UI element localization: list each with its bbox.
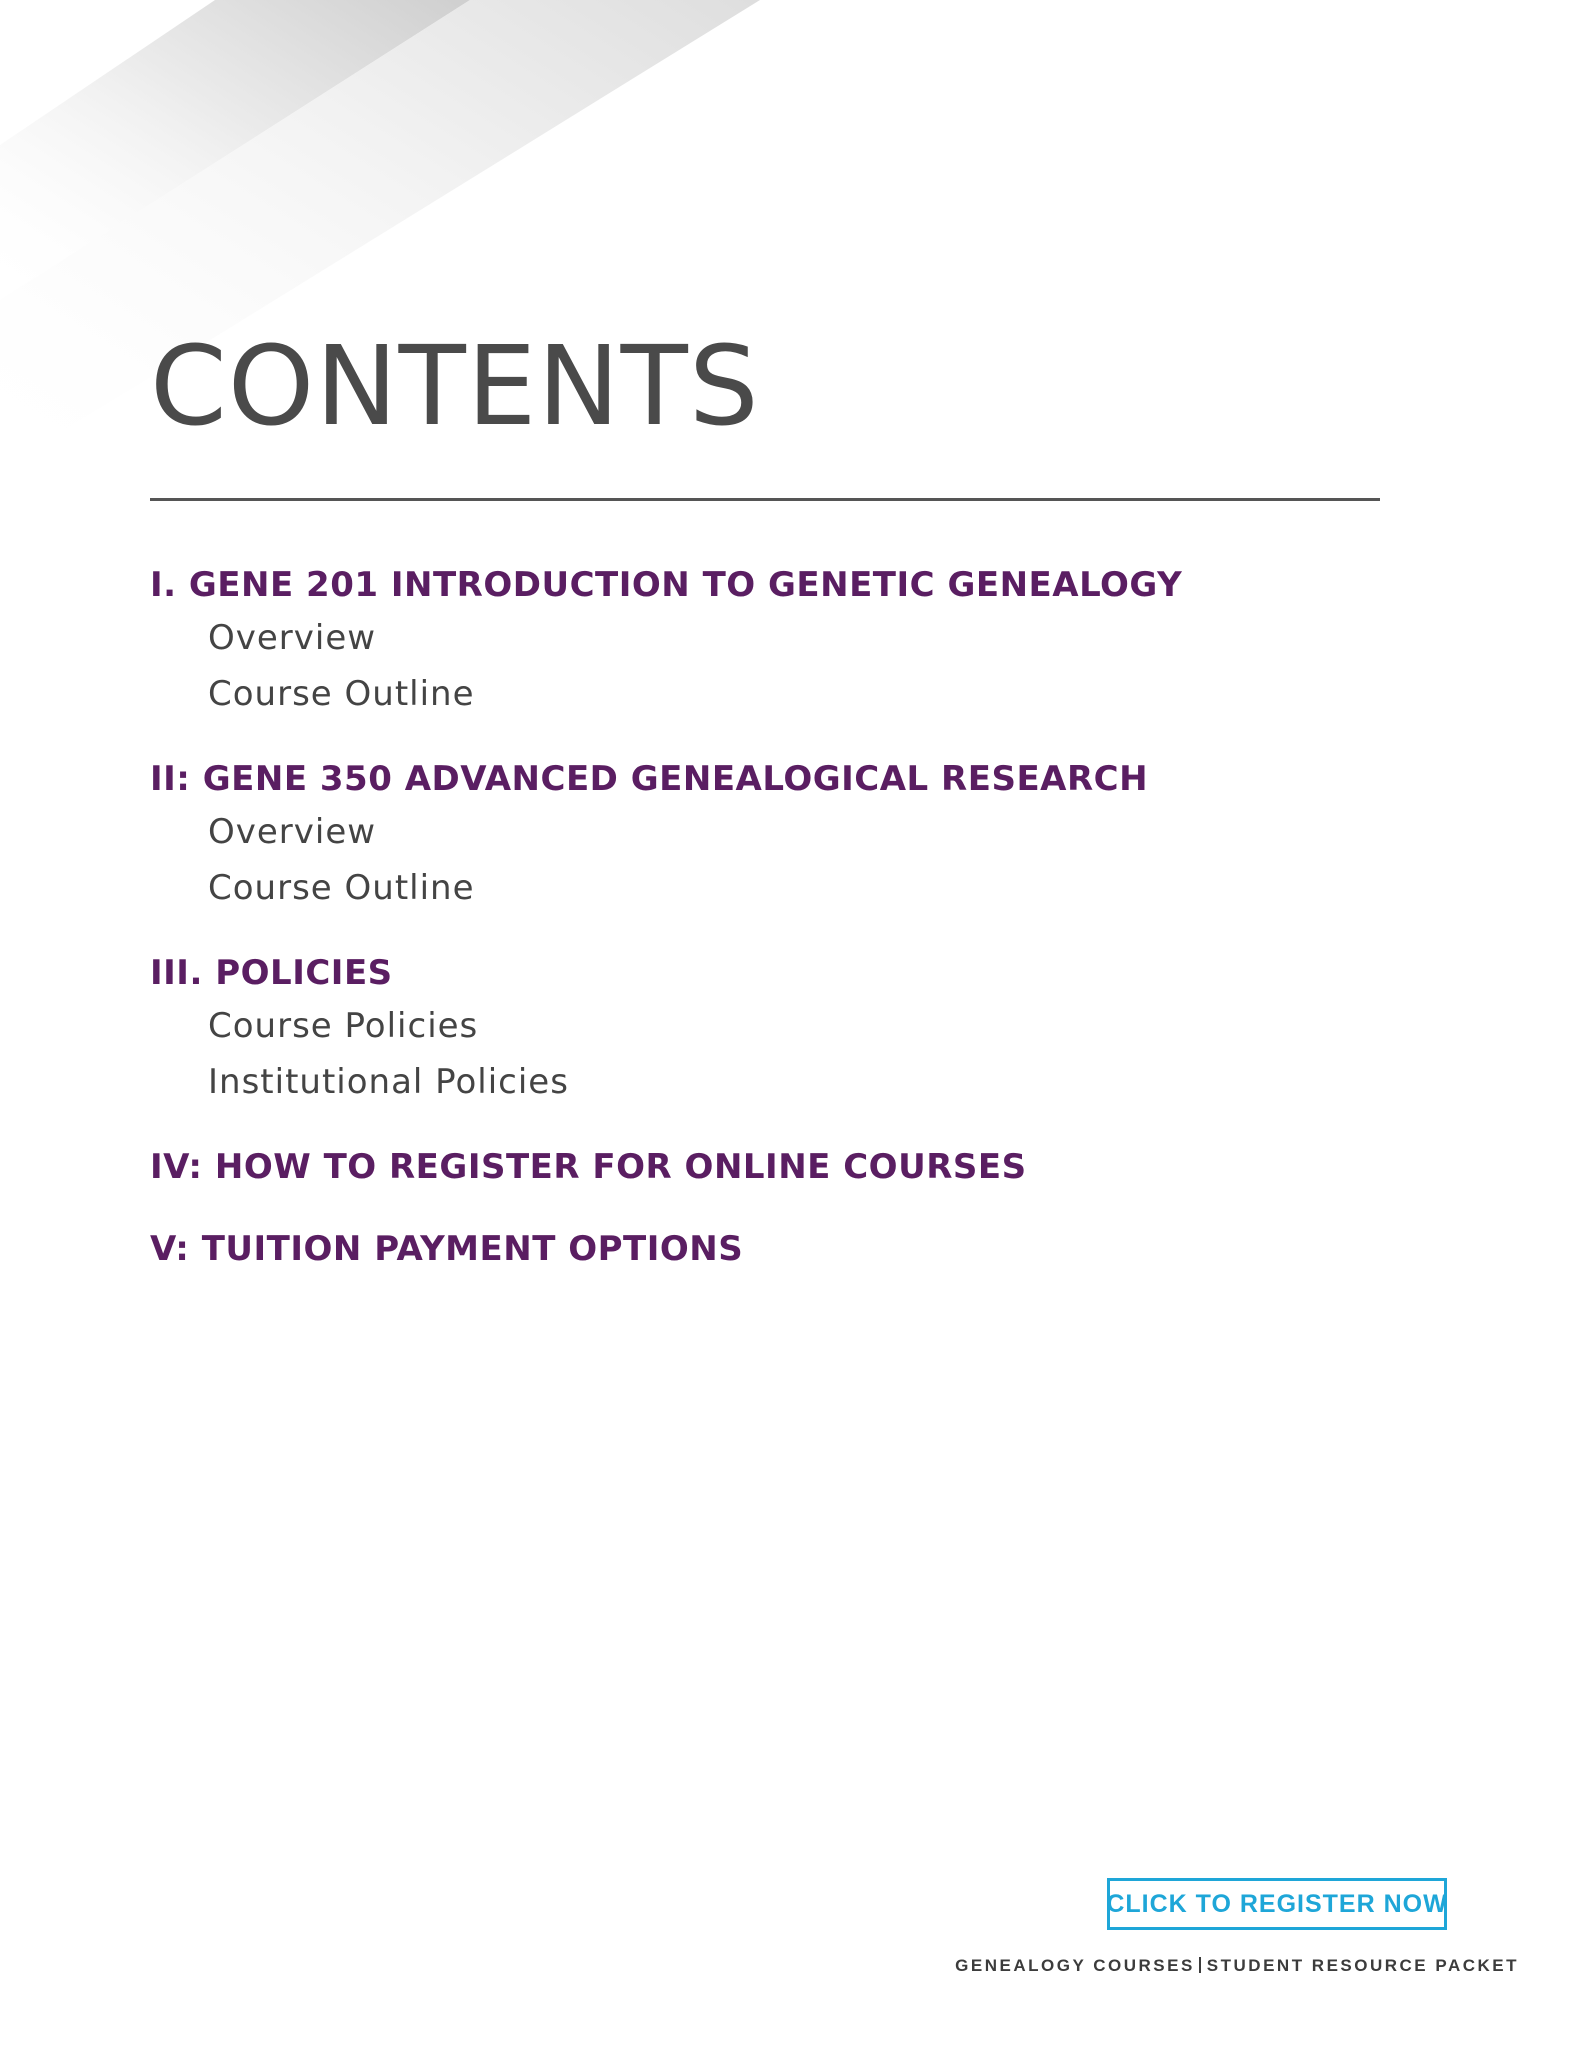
toc-subitem[interactable]: Overview: [208, 812, 377, 852]
title-divider: [150, 498, 1380, 501]
footer: [955, 1956, 1519, 1976]
toc-subitem[interactable]: Course Outline: [208, 674, 475, 714]
footer-right-text: STUDENT RESOURCE PACKET: [1206, 1956, 1519, 1975]
toc-section: [150, 1224, 1400, 1274]
toc-subitem[interactable]: Course Outline: [208, 868, 475, 908]
register-now-button[interactable]: CLICK TO REGISTER NOW: [1107, 1878, 1447, 1930]
toc-section-heading[interactable]: IV: HOW TO REGISTER FOR ONLINE COURSES: [150, 1147, 1027, 1187]
page-title: CONTENTS: [150, 322, 760, 450]
footer-left-text: GENEALOGY COURSES: [955, 1956, 1195, 1975]
toc-section-heading[interactable]: II: GENE 350 ADVANCED GENEALOGICAL RESEARCH: [150, 759, 1149, 799]
toc-section-heading[interactable]: III. POLICIES: [150, 953, 393, 993]
footer-separator: [1199, 1957, 1201, 1973]
toc-subitem[interactable]: Overview: [208, 618, 377, 658]
toc-section: [150, 948, 1400, 1110]
toc-section: [150, 560, 1400, 722]
table-of-contents: [150, 560, 1400, 1306]
toc-section-heading[interactable]: V: TUITION PAYMENT OPTIONS: [150, 1229, 744, 1269]
toc-section: [150, 754, 1400, 916]
toc-subitem[interactable]: Institutional Policies: [208, 1062, 569, 1102]
toc-subitem[interactable]: Course Policies: [208, 1006, 479, 1046]
toc-section-heading[interactable]: I. GENE 201 INTRODUCTION TO GENETIC GENEALOGY: [150, 565, 1183, 605]
toc-section: [150, 1142, 1400, 1192]
